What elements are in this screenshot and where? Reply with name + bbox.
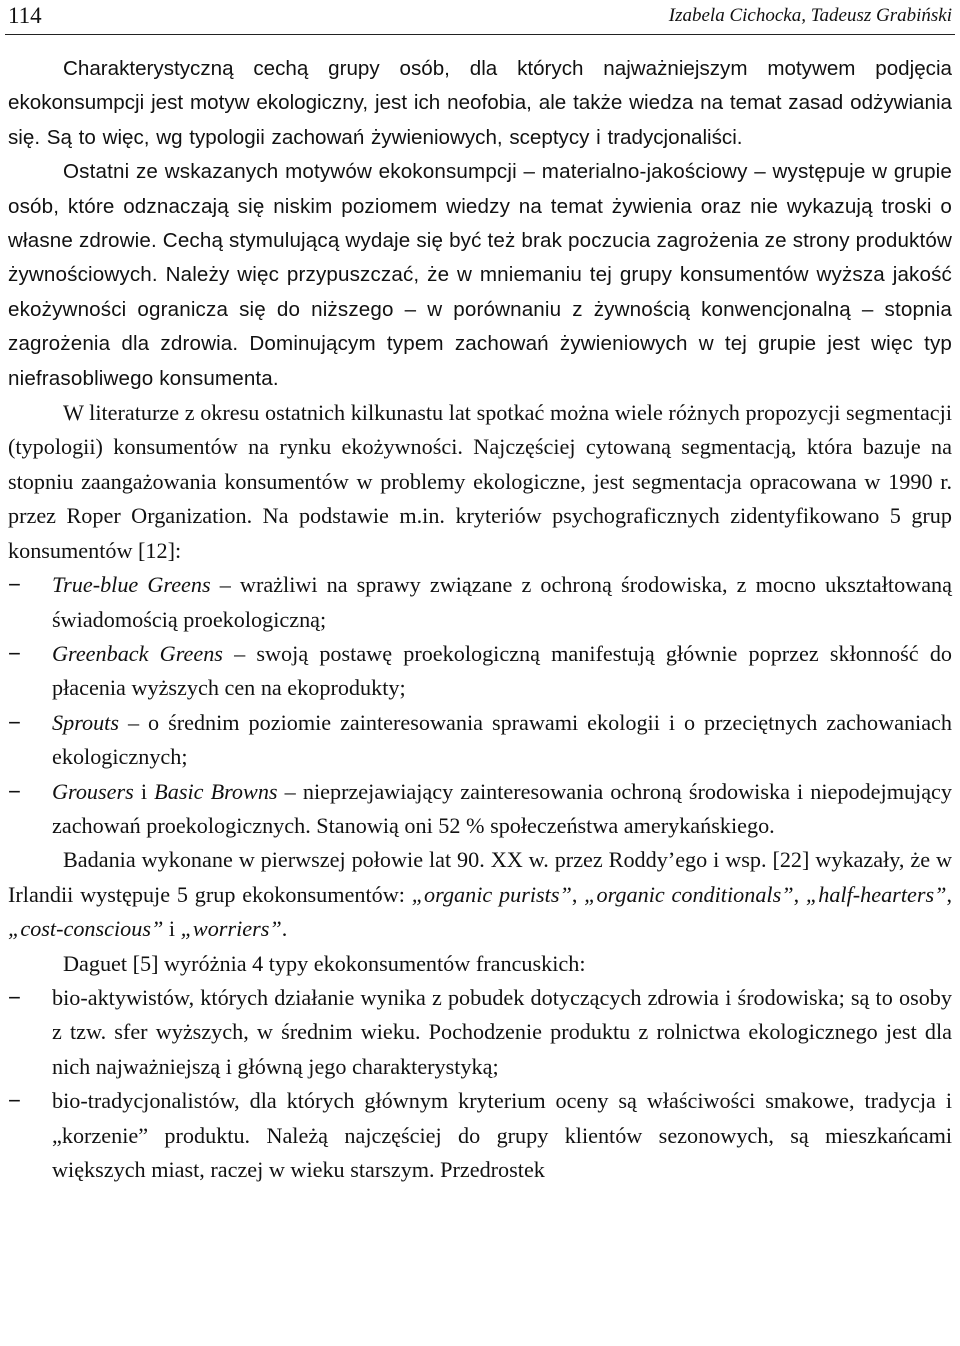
dash-bullet: − [8,1088,21,1114]
segment-name: Greenback Greens [52,640,223,666]
dash-bullet: − [8,778,21,804]
list-item [8,775,952,844]
sentence-end: . [281,916,288,942]
separator: , [793,881,806,907]
paragraph-material-quality-motive: Ostatni ze wskazanych motywów ekokonsumpcji – materialno-jakościowy – występuje w grupie osób, które odznaczają się niskim poziomem wiedzy na temat żywienia oraz nie wykazują troski o własne zdrowie. Cechą stymulującą wydaje się być też brak poczucia zagrożenia ze strony produktów żywnościowych. Należy więc przypuszczać, że w mniemaniu tej grupy konsumentów wyższa jakość ekożywności ogranicza się do niższego – w porównaniu z żywnością konwencjonalną – stopnia zagrożenia dla zdrowia. Dominującym typem zachowań żywieniowych w tej grupie jest więc typ niefrasobliwego konsumenta. [8,160,952,390]
separator: , [571,881,585,907]
irish-segment-1: „organic purists” [411,881,572,907]
page-number: 114 [8,3,42,28]
dash-bullet: − [8,640,21,666]
list-item [8,981,952,1084]
paragraph-daguet-intro: Daguet [5] wyróżnia 4 typy ekokonsumentów francuskich: [63,950,586,976]
daguet-types-list [8,981,952,1187]
irish-segment-2: „organic conditionals” [584,881,794,907]
dash-bullet: − [8,709,21,735]
paragraph-ecological-motive: Charakterystyczną cechą grupy osób, dla których najważniejszym motywem podjęcia ekokonsumpcji jest motyw ekologiczny, jest ich neofobia, ale także wiedza na temat zasad odżywiania się. Są to więc, wg typologii zachowań żywieniowych, sceptycy i tradycjonaliści. [8,57,952,149]
running-head-authors: Izabela Cichocka, Tadeusz Grabiński [668,5,952,26]
segment-name: Grousers [52,778,134,804]
roper-segments-list [8,568,952,843]
page-header [5,0,955,35]
segment-description: – swoją postawę proekologiczną manifestują głównie poprzez skłonność do płacenia wyższych cen na ekoprodukty; [52,640,953,701]
list-item [8,1084,952,1187]
list-item [8,706,952,775]
segment-description: – nieprzejawiający zainteresowania ochroną środowiska i niepodejmujący zachowań proekologicznych. Stanowią oni 52 % społeczeństwa amerykańskiego. [52,778,953,838]
segment-name: Sprouts [52,709,119,735]
list-item-text: bio-aktywistów, których działanie wynika z pobudek dotyczących zdrowia i środowiska; są to osoby z tzw. sfer wyższych, w średnim wieku. Pochodzenie produktu z rolnictwa ekologicznego jest dla nich najważniejszą i główną jego charakterystyką; [52,984,952,1079]
list-item [8,568,952,637]
list-item-text: bio-tradycjonalistów, dla których głównym kryterium oceny są właściwości smakowe, tradycja i „korzenie” produktu. Należą najczęściej do grupy klientów sezonowych, są mieszkańcami większych miast, raczej w wieku starszym. Przedrostek [52,1088,952,1182]
paragraph-segmentation-literature: W literaturze z okresu ostatnich kilkunastu lat spotkać można wiele różnych propozycji segmentacji (typologii) konsumentów na rynku ekożywności. Najczęściej cytowaną segmentacją, która bazuje na stopniu zaangażowania konsumentów w problemy ekologiczne, jest segmentacja opracowana w 1990 r. przez Roper Organization. Na podstawie m.in. kryteriów psychograficznych zidentyfikowano 5 grup konsumentów [12]: [8,400,952,563]
irish-segment-5: „worriers” [180,916,282,942]
dash-bullet: − [8,572,21,598]
separator: , [946,881,952,907]
paragraph-roddy-study [8,843,952,946]
dash-bullet: − [8,984,21,1010]
separator: i [163,916,181,942]
segment-name: True-blue Greens [52,572,211,598]
segment-name-second: Basic Browns [154,778,278,804]
irish-segment-3: „half-hearters” [805,881,947,907]
list-item [8,637,952,706]
roddy-lead-text: Badania wykonane w pierwszej połowie lat 90. XX w. przez Roddy’ego i wsp. [22] wykazały, że w Irlandii występuje 5 grup ekokonsumentów: [8,847,952,907]
segment-description: – wrażliwi na sprawy związane z ochroną środowiska, z mocno ukształtowaną świadomością proekologiczną; [52,572,952,632]
segment-joiner: i [133,778,155,804]
body-text [8,52,952,1187]
segment-description: – o średnim poziomie zainteresowania sprawami ekologii i o przeciętnych zachowaniach ekologicznych; [52,709,952,770]
irish-segment-4: „cost-conscious” [8,916,164,942]
